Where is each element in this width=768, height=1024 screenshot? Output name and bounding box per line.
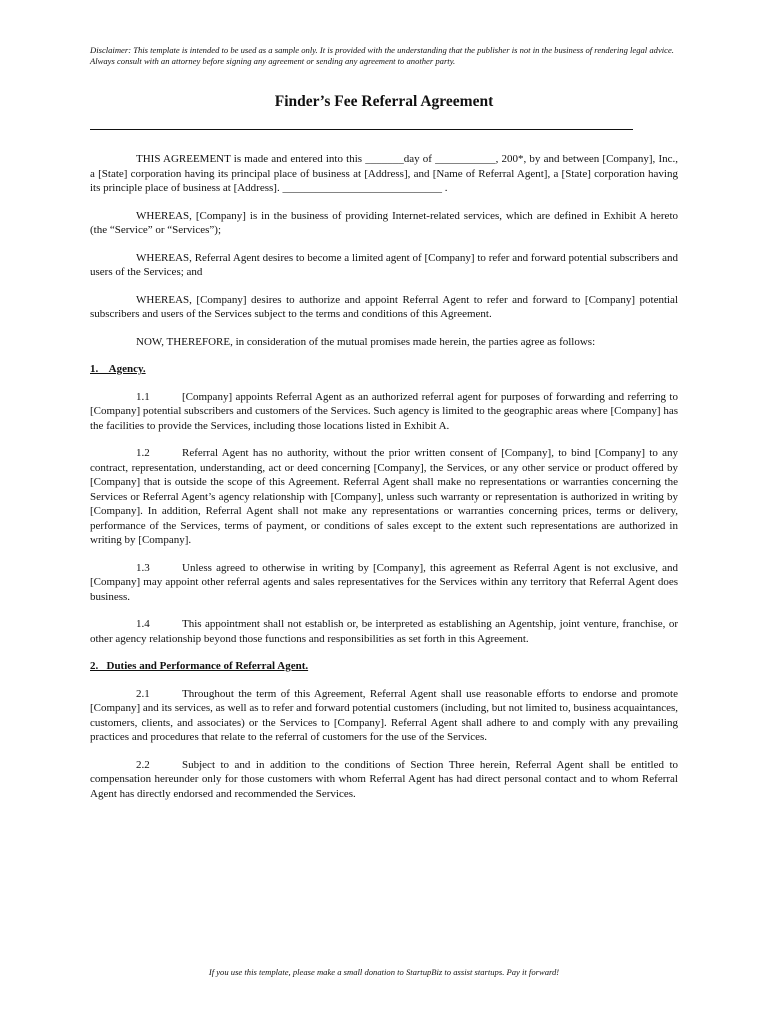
clause-text: Subject to and in addition to the conditions of Section Three herein, Referral Agent shall be entitled to compensation hereunder only for those customers with whom Referral Agent has had direct personal contact and to whom Referral Agent has directly endorsed and recommended the Services. bbox=[90, 758, 678, 800]
clause-number: 1.3 bbox=[136, 561, 150, 574]
clause-text: Throughout the term of this Agreement, Referral Agent shall use reasonable efforts to endorse and promote [Company] and its services, as well as to refer and forward potential customers (including, but not limited to, business acquaintances, customers, clients, and associates) or the Services to [Company]. Referral Agent shall adhere to and comply with any prevailing practices and procedures that relate to the referral of customers for the use of the Services. bbox=[90, 687, 678, 743]
clause-text: This appointment shall not establish or, be interpreted as establishing an Agentship, joint venture, franchise, or other agency relationship beyond those functions and responsibilities as set forth in this Agreement. bbox=[90, 618, 678, 645]
title-rule bbox=[90, 129, 633, 130]
clause-2-2 bbox=[90, 758, 678, 802]
clause-number: 1.2 bbox=[136, 447, 150, 459]
clause-1-4 bbox=[90, 617, 678, 646]
whereas-paragraph-1: WHEREAS, [Company] is in the business of providing Internet-related services, which are defined in Exhibit A hereto (the “Service” or “Services”); bbox=[90, 209, 678, 236]
clause-1-1 bbox=[90, 390, 678, 434]
footer-note: If you use this template, please make a small donation to StartupBiz to assist startups. Pay it forward! bbox=[208, 967, 560, 977]
now-therefore-paragraph: NOW, THEREFORE, in consideration of the mutual promises made herein, the parties agree as follows: bbox=[136, 335, 596, 348]
intro-paragraph: THIS AGREEMENT is made and entered into this _______day of ___________, 200*, by and between [Company], Inc., a [State] corporation having its principal place of business at [Address], and [Name of Referral Agent], a [State] corporation having its principle place of business at [Address]. _____________________________ . bbox=[90, 153, 678, 194]
clause-number: 1.1 bbox=[136, 390, 150, 403]
section-heading-duties bbox=[90, 659, 678, 674]
document-title: Finder’s Fee Referral Agreement bbox=[274, 93, 494, 110]
clause-1-3 bbox=[90, 561, 678, 605]
clause-text: [Company] appoints Referral Agent as an authorized referral agent for purposes of forwarding and referring to [Company] potential subscribers and customers of the Services. Such agency is limited to the geographic areas where [Company] has the facilities to provide the Services, including those locations listed in Exhibit A. bbox=[90, 390, 678, 432]
clause-number: 2.2 bbox=[136, 758, 150, 771]
clause-1-2 bbox=[90, 446, 678, 548]
clause-2-1 bbox=[90, 687, 678, 745]
clause-number: 1.4 bbox=[136, 618, 150, 630]
whereas-paragraph-3: WHEREAS, [Company] desires to authorize and appoint Referral Agent to refer and forward to [Company] potential subscribers and users of the Services subject to the terms and conditions of this Agreement. bbox=[90, 293, 678, 320]
section-heading-agency: 1. Agency. bbox=[90, 363, 146, 375]
clause-text: Referral Agent has no authority, without the prior written consent of [Company], to bind [Company] to any contract, representation, understanding, act or deed concerning [Company], the Services, or any other service or product offered by [Company] that is outside the scope of this Agreement. Referral Agent shall make no representations or warranties concerning the Services or Referral Agent’s agency relationship with [Company], unless such warranty or representation is authorized in writing by [Company]. In addition, Referral Agent shall not make any representations or warranties concerning prices, terms or delivery, performance of the Services, terms of payment, or conditions of sales except to the extent such representations are authorized in writing by [Company]. bbox=[90, 447, 678, 546]
clause-text: Unless agreed to otherwise in writing by [Company], this agreement as Referral Agent is not exclusive, and [Company] may appoint other referral agents and sales representatives for the Services within any territory that Referral Agent does business. bbox=[90, 561, 678, 603]
whereas-paragraph-2: WHEREAS, Referral Agent desires to become a limited agent of [Company] to refer and forward potential subscribers and users of the Services; and bbox=[90, 251, 678, 278]
disclaimer-note: Disclaimer: This template is intended to be used as a sample only. It is provided with the understanding that the publisher is not in the business of rendering legal advice. Always consult with an attorney before signing any agreement or sending any agreement to another party. bbox=[90, 45, 674, 66]
clause-number: 2.1 bbox=[136, 687, 150, 700]
document-body bbox=[90, 152, 678, 814]
section-heading-text: 2. Duties and Performance of Referral Agent. bbox=[90, 660, 309, 672]
